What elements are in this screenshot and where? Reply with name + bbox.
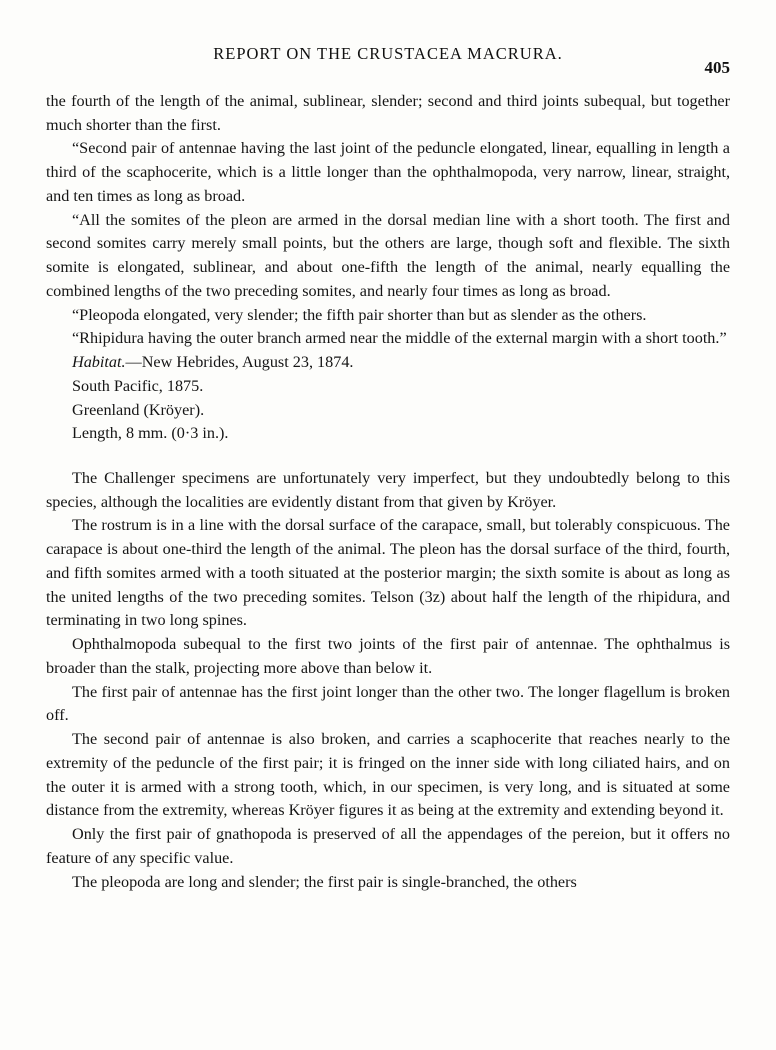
page-body — [46, 90, 730, 894]
paragraph-11: The rostrum is in a line with the dorsal surface of the carapace, small, but tolerably conspicuous. The carapace is about one-third the length of the animal. The pleon has the dorsal surface of the third, fourth, and fifth somites armed with a tooth situated at the posterior margin; the sixth somite is about as long as the united lengths of the two preceding somites. Telson (3z) about half the length of the rhipidura, and terminating in two long spines. — [46, 516, 730, 630]
paragraph-14: The second pair of antennae is also broken, and carries a scaphocerite that reaches nearly to the extremity of the peduncle of the first pair; it is fringed on the inner side with long ciliated hairs, and on the outer it is armed with a strong tooth, which, in our specimen, is very long, and is situated at some distance from the extremity, whereas Kröyer figures it as being at the extremity and extending beyond it. — [46, 730, 730, 820]
page-number: 405 — [704, 58, 730, 77]
paragraph-15: Only the first pair of gnathopoda is preserved of all the appendages of the pereion, but it offers no feature of any specific value. — [46, 825, 730, 867]
paragraph-2: “Second pair of antennae having the last joint of the peduncle elongated, linear, equalling in length a third of the scaphocerite, which is a little longer than the ophthalmopoda, very narrow, linear, straight, and ten times as long as broad. — [46, 139, 730, 205]
page-header — [46, 44, 730, 78]
habitat-label: Habitat. — [72, 353, 126, 372]
habitat-value: —New Hebrides, August 23, 1874. — [125, 353, 354, 372]
length-line: Length, 8 mm. (0·3 in.). — [72, 424, 229, 443]
paragraph-5: “Rhipidura having the outer branch armed near the middle of the external margin with a short tooth.” — [72, 329, 727, 348]
paragraph-13: The first pair of antennae has the first joint longer than the other two. The longer flagellum is broken off. — [46, 682, 730, 725]
section-gap — [46, 446, 730, 467]
paragraph-3: “All the somites of the pleon are armed in the dorsal median line with a short tooth. The first and second somites carry merely small points, but the others are large, though soft and flexible. The sixth somite is elongated, sublinear, and about one-fifth the length of the animal, nearly equalling the combined lengths of the two preceding somites, and nearly four times as long as broad. — [46, 210, 730, 300]
locality-south-pacific: South Pacific, 1875. — [72, 376, 204, 395]
paragraph-1: the fourth of the length of the animal, sublinear, slender; second and third joints subequal, but together much shorter than the first. — [46, 92, 730, 134]
habitat-line — [46, 351, 730, 375]
paragraph-10: The Challenger specimens are unfortunately very imperfect, but they undoubtedly belong to this species, although the localities are evidently distant from that given by Kröyer. — [46, 469, 730, 511]
paragraph-16: The pleopoda are long and slender; the first pair is single-branched, the others — [72, 872, 577, 891]
running-head: REPORT ON THE CRUSTACEA MACRURA. — [213, 44, 563, 63]
paragraph-4: “Pleopoda elongated, very slender; the fifth pair shorter than but as slender as the others. — [72, 305, 647, 324]
paragraph-12: Ophthalmopoda subequal to the first two joints of the first pair of antennae. The ophthalmus is broader than the stalk, projecting more above than below it. — [46, 635, 730, 677]
locality-greenland: Greenland (Kröyer). — [72, 400, 205, 419]
